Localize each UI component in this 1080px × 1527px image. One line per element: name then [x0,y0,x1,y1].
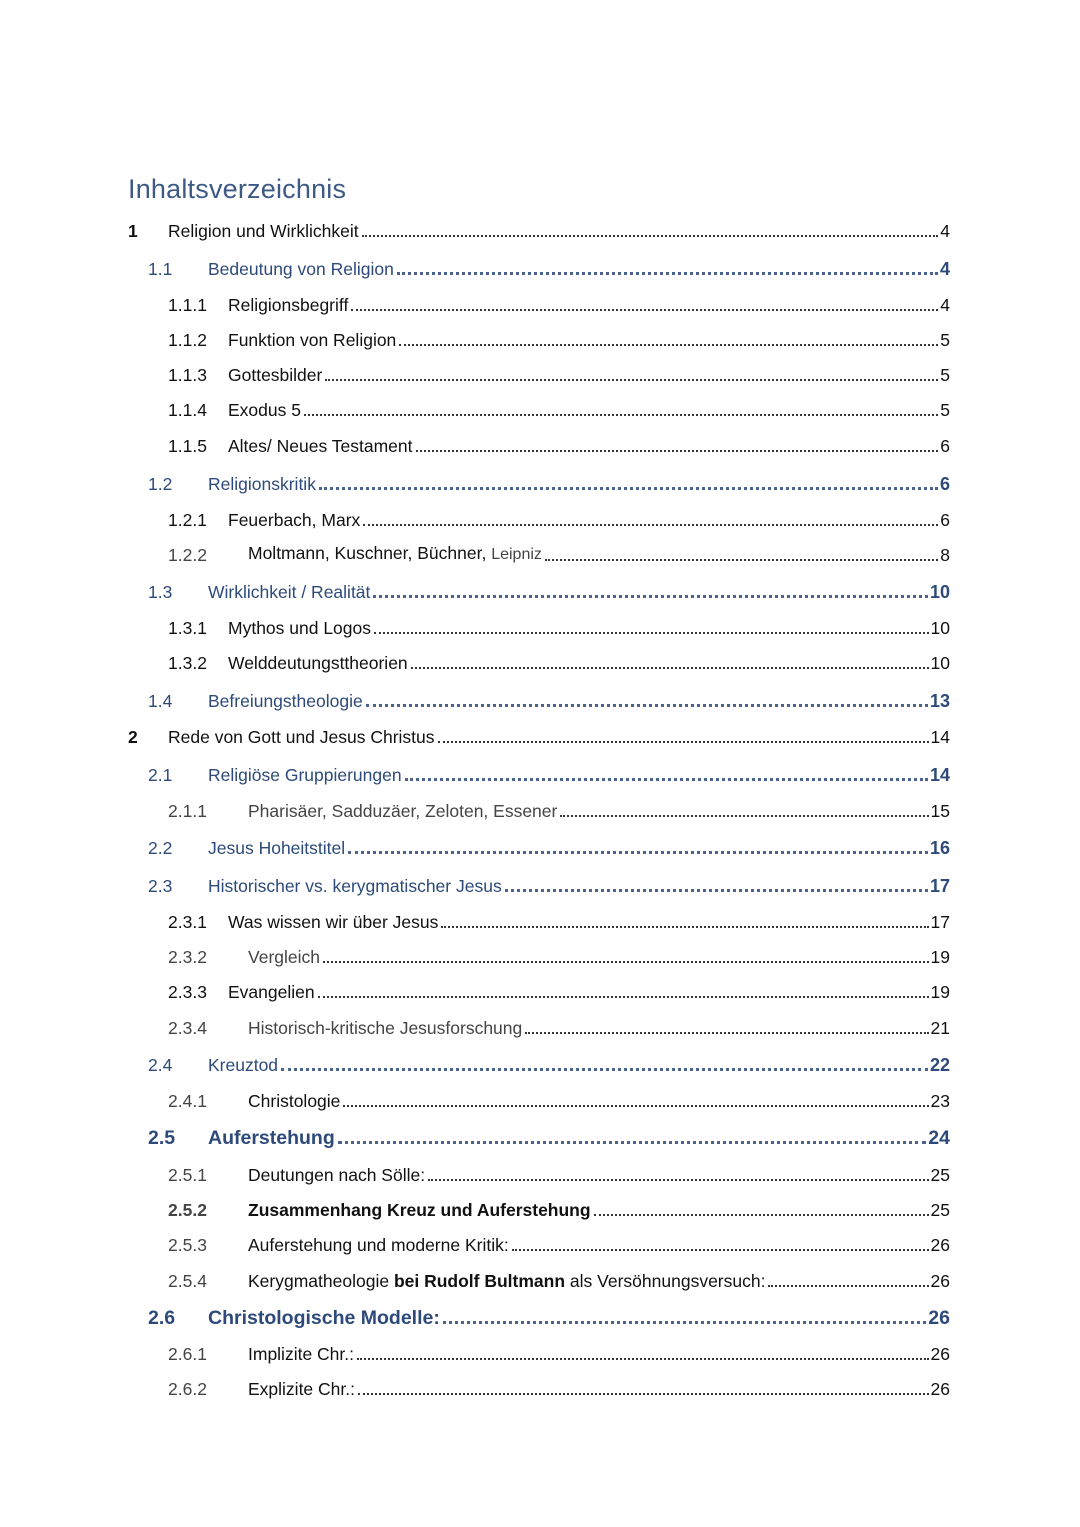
toc-entry-2-5-4[interactable] [168,1266,950,1292]
toc-leader-dots [304,413,938,416]
toc-entry-page: 21 [930,1018,950,1038]
toc-entry-label [248,542,542,566]
toc-entry-label: Zusammenhang Kreuz und Auferstehung [248,1200,591,1220]
toc-entry-label: Feuerbach, Marx [228,510,361,530]
toc-entry-label: Welddeutungsttheorien [228,653,408,673]
toc-entry-number: 1.4 [148,691,173,711]
toc-entry-number: 2.4.1 [168,1091,207,1111]
toc-entry-page: 17 [929,876,950,896]
toc-entry-label-part-a: Kerygmatheologie [248,1271,390,1291]
toc-entry-number: 2.5.3 [168,1235,207,1255]
toc-entry-number: 2.4 [148,1055,173,1075]
toc-entry-1-1-3[interactable] [168,360,950,386]
toc-entry-number: 1.3.1 [168,618,207,638]
toc-leader-dots [373,594,928,598]
toc-leader-dots [281,1067,928,1071]
toc-leader-dots [397,271,938,275]
toc-entry-1-3-2[interactable] [168,648,950,674]
toc-entry-page: 19 [930,947,950,967]
toc-entry-number: 2.6.2 [168,1379,207,1399]
toc-title: Inhaltsverzeichnis [128,174,347,204]
toc-entry-1-1-1[interactable] [168,290,950,316]
toc-entry-label: Religion und Wirklichkeit [168,221,359,241]
toc-entry-2-3-4[interactable] [168,1013,950,1039]
toc-entry-label: Jesus Hoheitstitel [208,838,346,858]
toc-leader-dots [323,960,929,963]
toc-entry-number: 2.6.1 [168,1344,207,1364]
toc-entry-number: 1.3 [148,582,173,602]
toc-entry-1-1-5[interactable] [168,431,950,457]
toc-entry-page: 6 [939,474,950,494]
toc-entry-page: 4 [940,221,950,241]
toc-entry-label: Wirklichkeit / Realität [208,582,371,602]
toc-entry-page: 22 [929,1055,950,1075]
toc-entry-label: Funktion von Religion [228,330,397,350]
toc-leader-dots [399,343,938,346]
toc-entry-1[interactable] [128,216,950,242]
toc-leader-dots [768,1284,928,1287]
toc-leader-dots [348,850,928,854]
toc-entry-label: Religionsbegriff [228,295,349,315]
toc-entry-label: Historisch-kritische Jesusforschung [248,1018,523,1038]
toc-entry-page: 5 [940,365,950,385]
toc-entry-2-2[interactable] [148,833,950,859]
toc-entry-page: 24 [928,1127,950,1149]
toc-leader-dots [374,631,929,634]
toc-entry-page: 25 [930,1200,950,1220]
toc-entry-2-6-1[interactable] [168,1339,950,1365]
toc-leader-dots [443,1320,926,1324]
toc-entry-page: 26 [930,1235,950,1255]
toc-leader-dots [319,486,938,490]
toc-entry-number: 2.3.2 [168,947,207,967]
toc-entry-1-1[interactable] [148,254,950,280]
toc-entry-number: 1.2.2 [168,545,207,565]
toc-entry-2-1-1[interactable] [168,796,950,822]
toc-entry-2-3-1[interactable] [168,907,950,933]
toc-entry-page: 14 [929,765,950,785]
toc-entry-1-4[interactable] [148,686,950,712]
toc-entry-label: Explizite Chr.: [248,1379,355,1399]
toc-entry-number: 2.3.1 [168,912,207,932]
toc-leader-dots [362,234,939,237]
toc-entry-page: 15 [930,801,950,821]
toc-entry-label: Evangelien [228,982,315,1002]
toc-entry-label: Bedeutung von Religion [208,259,394,279]
toc-entry-2-5-2[interactable] [168,1195,950,1221]
toc-entry-2-6[interactable] [148,1303,950,1329]
toc-entry-label: Gottesbilder [228,365,323,385]
toc-entry-number: 2.5.2 [168,1200,207,1220]
toc-entry-label: Mythos und Logos [228,618,372,638]
toc-entry-label: Kreuztod [208,1055,279,1075]
toc-entry-page: 17 [930,912,950,932]
toc-entry-label: Altes/ Neues Testament [228,436,413,456]
toc-entry-page: 10 [930,653,950,673]
toc-entry-2-4-1[interactable] [168,1086,950,1112]
toc-leader-dots [505,888,928,892]
toc-entry-number: 2.3.3 [168,982,207,1002]
toc-entry-label: Pharisäer, Sadduzäer, Zeloten, Essener [248,801,558,821]
toc-entry-page: 26 [930,1271,950,1291]
toc-entry-1-3-1[interactable] [168,613,950,639]
toc-entry-page: 8 [940,545,950,565]
toc-leader-dots [411,666,929,669]
toc-entry-2-1[interactable] [148,760,950,786]
toc-entry-page: 10 [930,618,950,638]
toc-leader-dots [366,703,928,707]
toc-entry-page: 6 [940,510,950,530]
toc-leader-dots [545,558,938,561]
toc-entry-1-3[interactable] [148,577,950,603]
toc-entry-page: 13 [929,691,950,711]
toc-entry-1-2[interactable] [148,469,950,495]
toc-entry-page: 26 [930,1379,950,1399]
toc-entry-number: 2.5.4 [168,1271,207,1291]
toc-entry-number: 1.2 [148,474,173,494]
toc-leader-dots [358,1392,929,1395]
toc-entry-page: 14 [930,727,950,747]
toc-entry-number: 2 [128,727,138,747]
toc-entry-number: 2.2 [148,838,173,858]
toc-entry-page: 6 [940,436,950,456]
toc-entry-label: Vergleich [248,947,320,967]
toc-entry-label [248,1270,765,1292]
toc-leader-dots [357,1357,929,1360]
toc-entry-1-1-4[interactable] [168,395,950,421]
toc-leader-dots [512,1248,929,1251]
toc-entry-label-extra: Leipniz [491,546,542,563]
toc-entry-number: 2.6 [148,1307,176,1329]
toc-entry-2-5[interactable] [148,1123,950,1149]
toc-entry-number: 2.1.1 [168,801,207,821]
toc-entry-number: 1.1.4 [168,400,207,420]
toc-entry-page: 26 [928,1307,950,1329]
toc-entry-number: 1 [128,221,138,241]
toc-entry-label: Religiöse Gruppierungen [208,765,402,785]
toc-entry-page: 10 [929,582,950,602]
toc-entry-label: Religionskritik [208,474,316,494]
toc-entry-page: 16 [929,838,950,858]
toc-leader-dots [525,1031,928,1034]
toc-entry-label: Deutungen nach Sölle: [248,1165,426,1185]
toc-leader-dots [416,449,939,452]
toc-leader-dots [338,1140,927,1144]
toc-entry-2-3-2[interactable] [168,942,950,968]
toc-entry-number: 1.1.2 [168,330,207,350]
toc-entry-number: 1.1 [148,259,173,279]
toc-entry-number: 2.3 [148,876,173,896]
toc-entry-page: 5 [940,330,950,350]
toc-entry-label: Christologische Modelle: [208,1307,440,1329]
toc-leader-dots [438,740,929,743]
toc-entry-number: 1.2.1 [168,510,207,530]
toc-entry-label: Was wissen wir über Jesus [228,912,439,932]
toc-leader-dots [318,995,929,998]
toc-leader-dots [351,308,938,311]
toc-entry-label: Rede von Gott und Jesus Christus [168,727,435,747]
toc-entry-2-6-2[interactable] [168,1374,950,1400]
toc-entry-1-1-2[interactable] [168,325,950,351]
toc-entry-2-3-3[interactable] [168,977,950,1003]
toc-entry-page: 19 [930,982,950,1002]
toc-entry-2-3[interactable] [148,871,950,897]
toc-entry-2-5-3[interactable] [168,1230,950,1256]
toc-entry-number: 1.1.5 [168,436,207,456]
toc-leader-dots [594,1213,929,1216]
toc-entry-label: Befreiungstheologie [208,691,363,711]
toc-entry-page: 25 [930,1165,950,1185]
toc-entry-label: Implizite Chr.: [248,1344,354,1364]
toc-entry-label: Exodus 5 [228,400,301,420]
toc-entry-1-2-1[interactable] [168,505,950,531]
toc-entry-page: 5 [940,400,950,420]
toc-entry-page: 4 [939,259,950,279]
toc-entry-label-part-c: als Versöhnungsversuch: [569,1271,766,1291]
toc-entry-label: Historischer vs. kerygmatischer Jesus [208,876,502,896]
toc-leader-dots [363,523,938,526]
toc-entry-2-4[interactable] [148,1050,950,1076]
toc-entry-label: Christologie [248,1091,341,1111]
toc-leader-dots [441,925,928,928]
toc-entry-page: 26 [930,1344,950,1364]
toc-leader-dots [405,777,928,781]
toc-leader-dots [428,1178,928,1181]
toc-entry-1-2-2[interactable] [168,540,950,566]
toc-entry-number: 2.3.4 [168,1018,207,1038]
toc-entry-label-main: Moltmann, Kuschner, Büchner, [248,543,487,563]
toc-entry-2-5-1[interactable] [168,1160,950,1186]
toc-entry-number: 2.5 [148,1127,176,1149]
toc-entry-label: Auferstehung und moderne Kritik: [248,1235,509,1255]
toc-entry-page: 23 [930,1091,950,1111]
toc-entry-label-part-b: bei Rudolf Bultmann [393,1271,566,1291]
toc-entry-page: 4 [940,295,950,315]
toc-entry-number: 1.3.2 [168,653,207,673]
toc-entry-number: 2.5.1 [168,1165,207,1185]
toc-entry-2[interactable] [128,722,950,748]
toc-entry-number: 1.1.3 [168,365,207,385]
toc-leader-dots [325,378,938,381]
toc-leader-dots [560,814,928,817]
toc-entry-label: Auferstehung [208,1127,335,1149]
toc-entry-number: 2.1 [148,765,173,785]
toc-entry-number: 1.1.1 [168,295,207,315]
toc-leader-dots [343,1104,928,1107]
